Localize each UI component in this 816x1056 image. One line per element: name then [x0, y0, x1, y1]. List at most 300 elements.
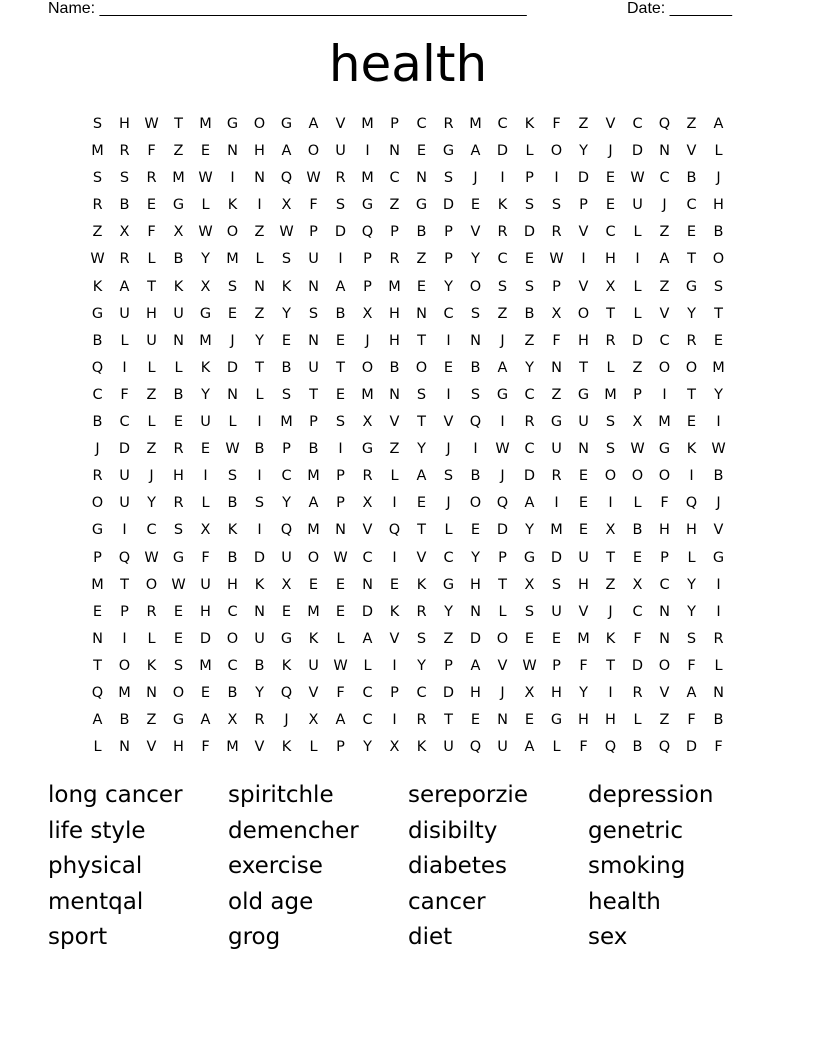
grid-letter: L — [498, 603, 507, 620]
grid-letter: C — [362, 549, 373, 566]
grid-letter: C — [524, 441, 535, 458]
grid-letter: C — [605, 224, 616, 241]
grid-row — [84, 626, 732, 653]
grid-letter: B — [713, 224, 724, 241]
grid-letter: W — [711, 441, 726, 458]
grid-letter: S — [281, 386, 292, 403]
grid-letter: U — [551, 441, 562, 458]
grid-letter: Q — [604, 739, 617, 756]
grid-letter: G — [658, 441, 671, 458]
grid-letter: E — [281, 332, 292, 349]
grid-row — [84, 301, 732, 328]
grid-letter: R — [389, 251, 400, 268]
grid-row — [84, 490, 732, 517]
grid-letter: R — [119, 251, 130, 268]
word-list-item: spiritchle — [228, 782, 334, 808]
grid-letter: K — [416, 576, 427, 593]
grid-letter: X — [362, 414, 373, 431]
grid-letter: H — [173, 468, 184, 485]
grid-letter: F — [714, 739, 723, 756]
grid-letter: K — [524, 116, 535, 132]
grid-letter: F — [120, 386, 129, 403]
grid-letter: R — [92, 197, 103, 214]
grid-letter: Q — [280, 522, 293, 539]
grid-letter: T — [93, 657, 102, 674]
grid-letter: G — [712, 549, 725, 566]
grid-letter: P — [309, 224, 318, 241]
grid-letter: U — [119, 495, 130, 512]
grid-letter: P — [120, 603, 129, 620]
grid-letter: K — [146, 657, 157, 674]
grid-letter: Q — [91, 684, 104, 701]
grid-letter: Y — [579, 143, 588, 160]
grid-letter: T — [309, 386, 318, 403]
grid-letter: O — [550, 143, 563, 160]
grid-letter: D — [631, 143, 644, 160]
grid-letter: F — [336, 684, 345, 701]
word-list-item: grog — [228, 924, 281, 950]
grid-letter: S — [443, 468, 454, 485]
grid-letter: U — [551, 603, 562, 620]
grid-letter: V — [605, 116, 616, 132]
grid-letter: J — [473, 170, 478, 187]
date-field-label: Date: _______ — [627, 0, 732, 17]
grid-letter: O — [496, 630, 509, 647]
grid-letter: V — [470, 224, 481, 241]
grid-letter: H — [686, 522, 697, 539]
grid-letter: L — [444, 522, 453, 539]
grid-letter: Y — [417, 657, 426, 674]
grid-letter: X — [281, 576, 292, 593]
grid-letter: B — [713, 712, 724, 729]
grid-letter: K — [281, 278, 292, 295]
grid-letter: N — [470, 603, 481, 620]
grid-letter: G — [685, 278, 698, 295]
grid-letter: O — [145, 576, 158, 593]
grid-letter: P — [390, 224, 399, 241]
word-list-item: life style — [48, 817, 146, 844]
grid-letter: F — [552, 332, 561, 349]
grid-letter: N — [254, 278, 265, 295]
grid-letter: T — [606, 657, 615, 674]
grid-letter: F — [687, 712, 696, 729]
grid-letter: N — [335, 522, 346, 539]
grid-letter: O — [631, 468, 644, 485]
grid-letter: M — [307, 603, 320, 620]
grid-letter: L — [147, 251, 156, 268]
grid-letter: E — [443, 359, 454, 376]
grid-letter: D — [442, 684, 455, 701]
grid-letter: Q — [469, 414, 482, 431]
grid-letter: X — [632, 414, 643, 431]
grid-letter: L — [525, 143, 534, 160]
grid-letter: O — [91, 495, 104, 512]
grid-letter: T — [147, 278, 156, 295]
grid-letter: Q — [658, 116, 671, 132]
grid-letter: K — [497, 197, 508, 214]
grid-letter: G — [361, 441, 374, 458]
grid-letter: I — [500, 170, 505, 187]
grid-letter: U — [281, 549, 292, 566]
grid-letter: D — [199, 630, 212, 647]
grid-letter: M — [307, 522, 320, 539]
grid-letter: L — [255, 251, 264, 268]
grid-letter: O — [415, 359, 428, 376]
grid-letter: O — [469, 278, 482, 295]
grid-letter: A — [659, 251, 670, 268]
grid-letter: U — [200, 576, 211, 593]
grid-letter: K — [281, 739, 292, 756]
grid-letter: E — [92, 603, 103, 620]
grid-letter: B — [227, 549, 238, 566]
grid-row — [84, 274, 732, 301]
grid-letter: Z — [146, 441, 157, 458]
grid-row — [84, 653, 732, 680]
grid-letter: I — [203, 468, 208, 485]
grid-letter: L — [714, 657, 723, 674]
grid-letter: N — [578, 441, 589, 458]
grid-letter: L — [147, 414, 156, 431]
grid-letter: C — [497, 116, 508, 132]
grid-letter: B — [92, 332, 103, 349]
grid-row — [84, 219, 732, 246]
grid-letter: Q — [280, 170, 293, 187]
grid-letter: P — [525, 170, 534, 187]
grid-letter: U — [308, 657, 319, 674]
word-list-item: exercise — [228, 853, 323, 879]
grid-letter: Q — [118, 549, 131, 566]
grid-letter: R — [335, 170, 346, 187]
grid-letter: A — [497, 359, 508, 376]
grid-letter: D — [253, 549, 266, 566]
grid-letter: S — [551, 197, 562, 214]
grid-letter: I — [257, 522, 262, 539]
grid-letter: V — [443, 414, 454, 431]
grid-letter: G — [550, 712, 563, 729]
word-list-item: smoking — [588, 853, 686, 879]
grid-letter: E — [281, 603, 292, 620]
grid-row — [84, 463, 732, 490]
grid-row — [84, 707, 732, 734]
grid-letter: R — [254, 712, 265, 729]
grid-letter: B — [254, 657, 265, 674]
grid-letter: P — [282, 441, 291, 458]
grid-letter: I — [716, 414, 721, 431]
word-list-item: demencher — [228, 817, 359, 844]
grid-letter: O — [172, 684, 185, 701]
grid-letter: B — [227, 684, 238, 701]
grid-letter: K — [281, 657, 292, 674]
grid-letter: P — [363, 278, 372, 295]
grid-letter: E — [416, 278, 427, 295]
grid-letter: K — [686, 441, 697, 458]
grid-letter: A — [524, 739, 535, 756]
grid-letter: E — [632, 549, 643, 566]
grid-letter: A — [119, 278, 130, 295]
grid-letter: L — [552, 739, 561, 756]
grid-letter: I — [500, 414, 505, 431]
grid-letter: O — [118, 657, 131, 674]
grid-letter: K — [254, 576, 265, 593]
grid-letter: U — [119, 305, 130, 322]
grid-letter: R — [173, 495, 184, 512]
grid-letter: V — [362, 522, 373, 539]
grid-row — [84, 680, 732, 707]
grid-letter: W — [306, 170, 321, 187]
grid-letter: M — [199, 657, 212, 674]
grid-letter: P — [363, 251, 372, 268]
grid-letter: Z — [389, 441, 400, 458]
grid-letter: N — [497, 712, 508, 729]
grid-letter: U — [146, 332, 157, 349]
grid-letter: Y — [471, 251, 480, 268]
grid-letter: M — [469, 116, 482, 132]
grid-letter: Z — [146, 712, 157, 729]
grid-letter: I — [230, 170, 235, 187]
grid-letter: Y — [579, 684, 588, 701]
grid-letter: E — [227, 305, 238, 322]
grid-letter: Q — [91, 359, 104, 376]
grid-letter: C — [497, 251, 508, 268]
grid-letter: C — [416, 684, 427, 701]
grid-letter: L — [606, 359, 615, 376]
grid-letter: I — [365, 143, 370, 160]
grid-letter: S — [605, 414, 616, 431]
letter-grid — [84, 111, 732, 761]
grid-letter: R — [551, 468, 562, 485]
grid-letter: V — [389, 630, 400, 647]
grid-row — [84, 328, 732, 355]
grid-letter: I — [716, 603, 721, 620]
grid-letter: E — [524, 251, 535, 268]
grid-letter: V — [389, 414, 400, 431]
grid-letter: G — [91, 305, 104, 322]
grid-letter: T — [417, 414, 426, 431]
grid-letter: W — [144, 116, 159, 132]
grid-letter: Y — [147, 495, 156, 512]
grid-letter: L — [633, 495, 642, 512]
grid-letter: D — [334, 224, 347, 241]
grid-letter: I — [122, 359, 127, 376]
grid-letter: O — [685, 359, 698, 376]
grid-letter: T — [687, 386, 696, 403]
grid-letter: W — [522, 657, 537, 674]
grid-letter: M — [361, 170, 374, 187]
grid-letter: T — [417, 332, 426, 349]
grid-letter: L — [633, 712, 642, 729]
grid-letter: G — [523, 549, 536, 566]
grid-letter: K — [173, 278, 184, 295]
grid-row — [84, 355, 732, 382]
grid-letter: N — [173, 332, 184, 349]
grid-letter: P — [390, 684, 399, 701]
grid-letter: Y — [363, 739, 372, 756]
grid-letter: I — [635, 251, 640, 268]
grid-letter: E — [605, 170, 616, 187]
grid-letter: J — [446, 441, 451, 458]
grid-letter: A — [92, 712, 103, 729]
grid-letter: U — [578, 549, 589, 566]
grid-letter: M — [361, 116, 374, 132]
word-list-item: diabetes — [408, 853, 507, 879]
grid-letter: D — [685, 739, 698, 756]
grid-letter: U — [173, 305, 184, 322]
grid-letter: H — [605, 712, 616, 729]
grid-letter: M — [118, 684, 131, 701]
grid-letter: M — [226, 739, 239, 756]
grid-letter: N — [470, 332, 481, 349]
word-list-item: disibilty — [408, 817, 498, 844]
grid-letter: G — [280, 116, 293, 132]
grid-letter: E — [200, 143, 211, 160]
grid-row — [84, 246, 732, 273]
grid-letter: O — [658, 468, 671, 485]
grid-row — [84, 382, 732, 409]
word-list-item: old age — [228, 888, 314, 915]
grid-letter: X — [551, 305, 562, 322]
grid-letter: A — [524, 495, 535, 512]
word-list-item: sport — [48, 924, 108, 950]
grid-letter: M — [361, 386, 374, 403]
grid-letter: R — [146, 170, 157, 187]
grid-letter: H — [578, 576, 589, 593]
grid-letter: P — [309, 414, 318, 431]
grid-letter: I — [122, 522, 127, 539]
grid-letter: S — [497, 278, 508, 295]
grid-letter: W — [171, 576, 186, 593]
grid-letter: S — [443, 170, 454, 187]
grid-letter: N — [308, 332, 319, 349]
grid-letter: Z — [659, 224, 670, 241]
grid-letter: W — [495, 441, 510, 458]
grid-letter: M — [91, 143, 104, 160]
grid-letter: U — [119, 468, 130, 485]
grid-letter: M — [712, 359, 725, 376]
grid-letter: X — [362, 305, 373, 322]
grid-letter: Y — [525, 522, 534, 539]
grid-letter: X — [173, 224, 184, 241]
grid-letter: K — [605, 630, 616, 647]
grid-letter: E — [524, 630, 535, 647]
grid-letter: Z — [551, 386, 562, 403]
grid-letter: T — [336, 359, 345, 376]
grid-letter: N — [713, 684, 724, 701]
grid-letter: Y — [444, 603, 453, 620]
grid-letter: R — [497, 224, 508, 241]
grid-letter: S — [335, 197, 346, 214]
grid-letter: B — [416, 224, 427, 241]
grid-letter: E — [173, 414, 184, 431]
grid-letter: S — [308, 305, 319, 322]
grid-letter: N — [416, 170, 427, 187]
grid-letter: I — [392, 495, 397, 512]
grid-letter: Q — [361, 224, 374, 241]
grid-letter: A — [281, 143, 292, 160]
grid-letter: N — [146, 684, 157, 701]
grid-letter: G — [226, 116, 239, 132]
grid-letter: F — [552, 116, 561, 132]
grid-letter: B — [524, 305, 535, 322]
grid-letter: H — [389, 305, 400, 322]
grid-letter: F — [660, 495, 669, 512]
grid-letter: C — [632, 116, 643, 132]
grid-letter: R — [605, 332, 616, 349]
grid-letter: S — [551, 576, 562, 593]
grid-letter: V — [659, 684, 670, 701]
grid-letter: D — [496, 522, 509, 539]
grid-letter: H — [659, 522, 670, 539]
grid-letter: K — [308, 630, 319, 647]
grid-letter: E — [308, 576, 319, 593]
grid-letter: J — [95, 441, 100, 458]
grid-letter: B — [470, 359, 481, 376]
grid-row — [84, 409, 732, 436]
word-list — [48, 778, 768, 956]
grid-letter: S — [470, 386, 481, 403]
grid-letter: C — [686, 197, 697, 214]
grid-letter: C — [281, 468, 292, 485]
grid-letter: J — [446, 495, 451, 512]
grid-letter: M — [577, 630, 590, 647]
grid-letter: C — [659, 332, 670, 349]
word-list-item: sex — [588, 924, 628, 950]
grid-letter: H — [578, 712, 589, 729]
grid-letter: O — [253, 116, 266, 132]
grid-letter: I — [392, 657, 397, 674]
grid-letter: F — [687, 657, 696, 674]
grid-letter: B — [254, 441, 265, 458]
grid-letter: D — [631, 657, 644, 674]
grid-letter: W — [225, 441, 240, 458]
grid-letter: F — [201, 739, 210, 756]
grid-letter: E — [551, 630, 562, 647]
grid-letter: L — [120, 332, 129, 349]
grid-letter: R — [173, 441, 184, 458]
grid-letter: C — [92, 386, 103, 403]
grid-letter: A — [200, 712, 211, 729]
grid-letter: J — [500, 684, 505, 701]
grid-letter: O — [361, 359, 374, 376]
grid-letter: N — [308, 278, 319, 295]
grid-letter: S — [470, 305, 481, 322]
grid-row — [84, 138, 732, 165]
grid-letter: M — [199, 332, 212, 349]
grid-letter: E — [335, 576, 346, 593]
grid-letter: E — [470, 712, 481, 729]
grid-letter: Y — [444, 278, 453, 295]
grid-letter: A — [470, 657, 481, 674]
grid-letter: Y — [417, 441, 426, 458]
name-field-label: Name: ________________________________________________ — [48, 0, 527, 17]
grid-letter: L — [633, 305, 642, 322]
grid-letter: S — [524, 603, 535, 620]
grid-letter: X — [605, 278, 616, 295]
grid-letter: C — [389, 170, 400, 187]
grid-letter: Y — [201, 386, 210, 403]
grid-letter: D — [496, 143, 509, 160]
grid-letter: E — [686, 224, 697, 241]
grid-letter: R — [632, 684, 643, 701]
grid-letter: S — [119, 170, 130, 187]
grid-letter: J — [284, 712, 289, 729]
grid-letter: N — [119, 739, 130, 756]
grid-letter: X — [632, 576, 643, 593]
grid-letter: S — [605, 441, 616, 458]
grid-letter: Y — [525, 359, 534, 376]
grid-letter: L — [255, 386, 264, 403]
grid-letter: E — [470, 197, 481, 214]
grid-letter: P — [552, 657, 561, 674]
